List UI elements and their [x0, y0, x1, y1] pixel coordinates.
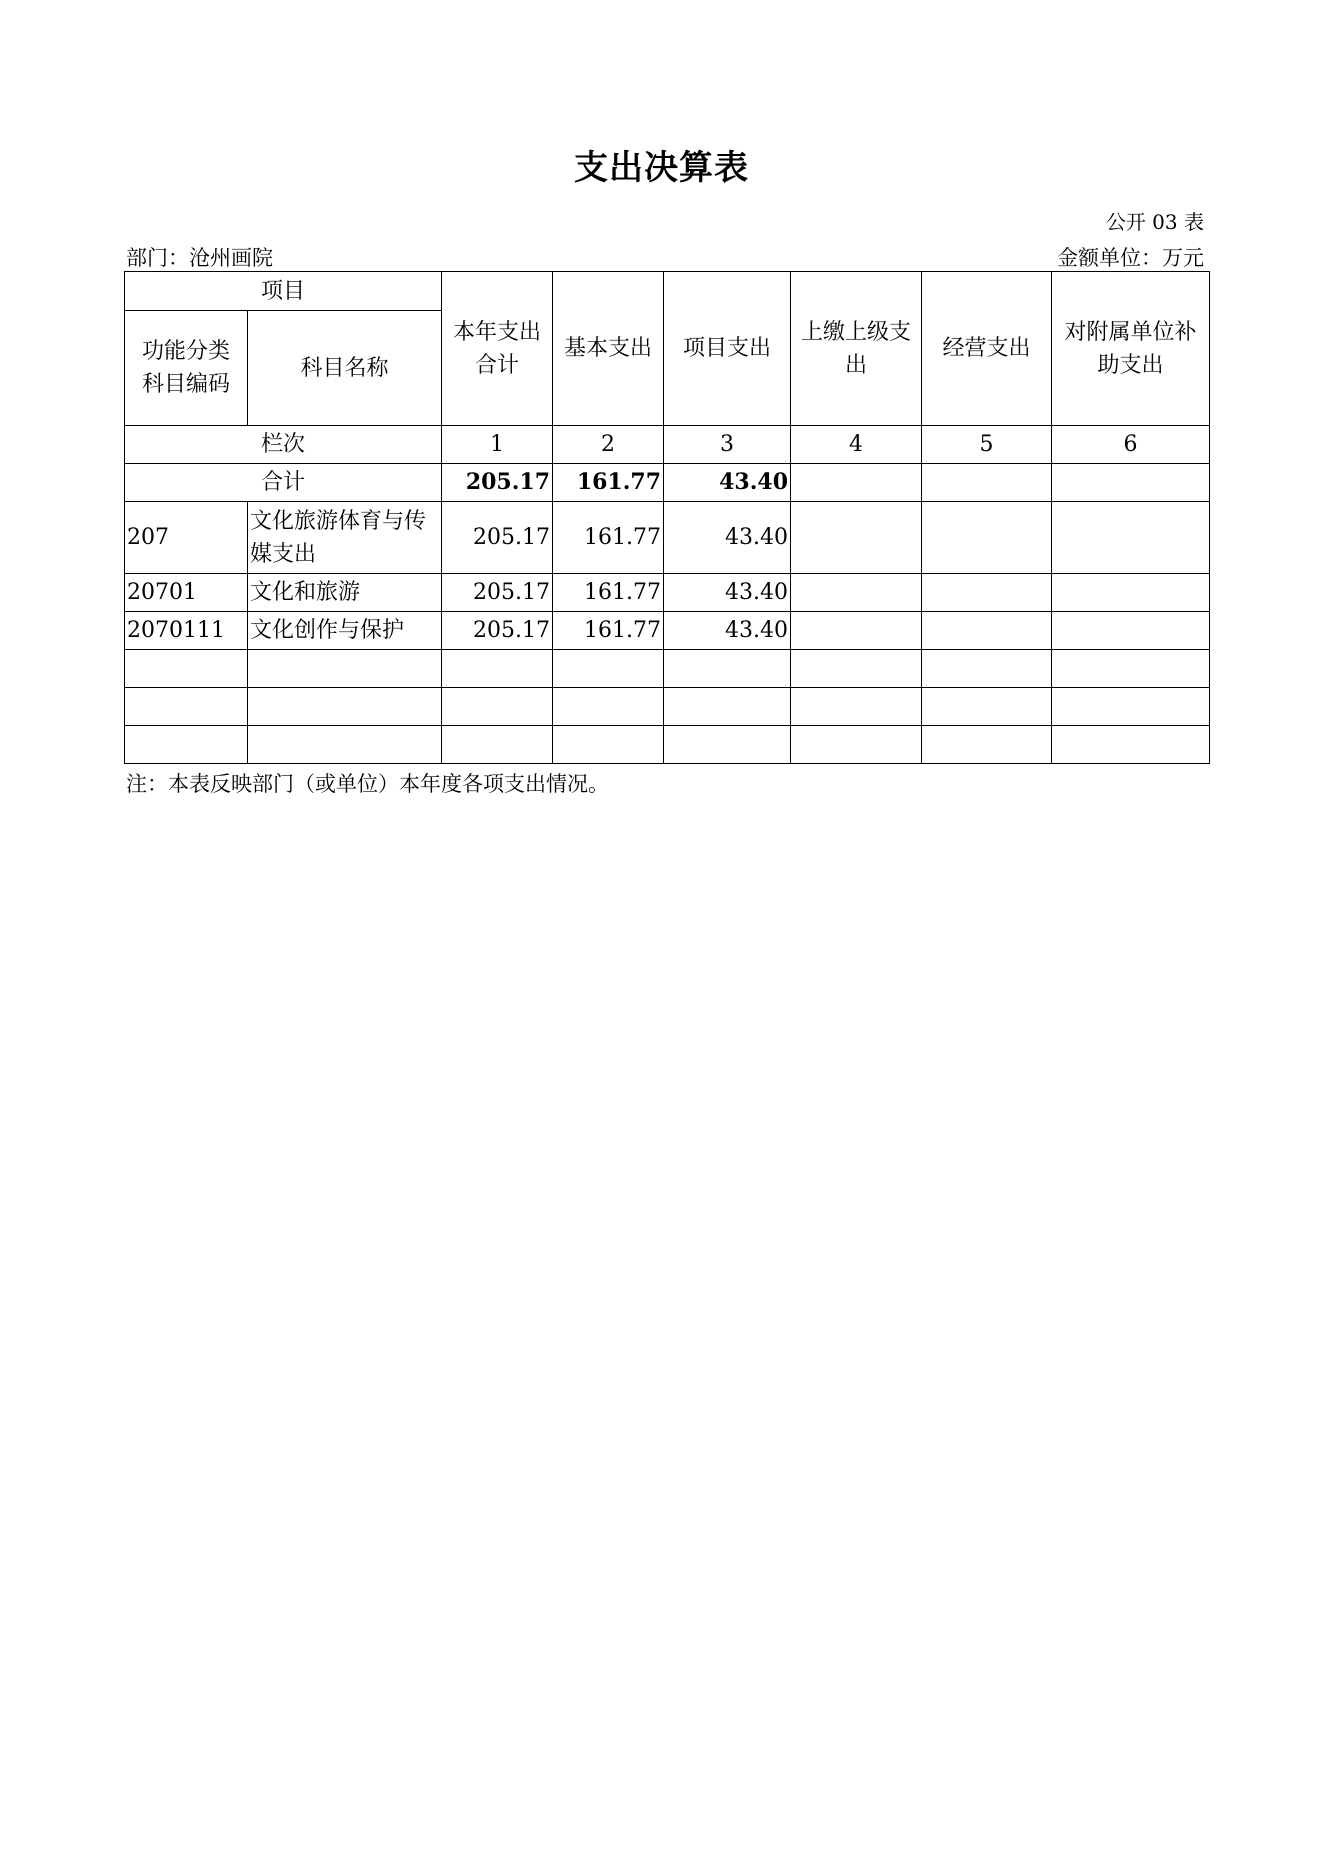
amount-cell: 161.77	[553, 574, 664, 612]
empty-cell	[922, 688, 1052, 726]
table-row	[125, 502, 1210, 574]
function-code-cell: 207	[125, 502, 248, 574]
total-cell	[922, 464, 1052, 502]
subject-name-cell: 文化和旅游	[248, 574, 442, 612]
empty-cell	[664, 726, 791, 764]
subject-name-cell: 文化创作与保护	[248, 612, 442, 650]
table-row	[125, 574, 1210, 612]
amount-cell	[791, 574, 922, 612]
amount-cell	[1052, 502, 1210, 574]
amount-cell	[922, 612, 1052, 650]
empty-cell	[125, 650, 248, 688]
empty-cell	[791, 726, 922, 764]
amount-cell	[1052, 574, 1210, 612]
function-code-cell: 20701	[125, 574, 248, 612]
empty-cell	[553, 688, 664, 726]
header-operation: 经营支出	[922, 272, 1052, 426]
amount-cell: 43.40	[664, 574, 791, 612]
empty-cell	[664, 688, 791, 726]
header-function-code: 功能分类科目编码	[125, 311, 248, 426]
header-upper-payment: 上缴上级支出	[791, 272, 922, 426]
amount-cell: 205.17	[442, 502, 553, 574]
amount-cell	[922, 574, 1052, 612]
empty-cell	[791, 688, 922, 726]
column-index: 4	[791, 426, 922, 464]
empty-cell	[664, 650, 791, 688]
expenditure-table	[124, 271, 1210, 764]
column-index-label: 栏次	[125, 426, 442, 464]
empty-cell	[125, 726, 248, 764]
header-project-expenditure: 项目支出	[664, 272, 791, 426]
amount-cell: 205.17	[442, 574, 553, 612]
header-project: 项目	[125, 272, 442, 311]
header-subsidy: 对附属单位补助支出	[1052, 272, 1210, 426]
empty-cell	[248, 650, 442, 688]
amount-cell: 161.77	[553, 612, 664, 650]
amount-cell	[791, 502, 922, 574]
empty-cell	[442, 688, 553, 726]
empty-cell	[248, 688, 442, 726]
page-title: 支出决算表	[574, 148, 749, 188]
total-row	[125, 464, 1210, 502]
column-index: 5	[922, 426, 1052, 464]
total-cell	[791, 464, 922, 502]
amount-cell	[791, 612, 922, 650]
amount-cell	[922, 502, 1052, 574]
empty-row	[125, 726, 1210, 764]
empty-cell	[922, 650, 1052, 688]
total-label: 合计	[125, 464, 442, 502]
empty-cell	[125, 688, 248, 726]
amount-unit-label: 金额单位：万元	[1057, 246, 1204, 270]
empty-cell	[791, 650, 922, 688]
amount-cell: 43.40	[664, 612, 791, 650]
empty-row	[125, 650, 1210, 688]
empty-cell	[922, 726, 1052, 764]
column-index: 3	[664, 426, 791, 464]
function-code-cell: 2070111	[125, 612, 248, 650]
table-note: 注：本表反映部门（或单位）本年度各项支出情况。	[126, 772, 609, 796]
empty-cell	[1052, 726, 1210, 764]
subject-name-cell: 文化旅游体育与传媒支出	[248, 502, 442, 574]
empty-row	[125, 688, 1210, 726]
column-index: 2	[553, 426, 664, 464]
total-cell	[1052, 464, 1210, 502]
amount-cell: 161.77	[553, 502, 664, 574]
empty-cell	[1052, 688, 1210, 726]
header-total: 本年支出合计	[442, 272, 553, 426]
total-cell: 161.77	[553, 464, 664, 502]
column-index: 1	[442, 426, 553, 464]
empty-cell	[1052, 650, 1210, 688]
total-cell: 205.17	[442, 464, 553, 502]
header-basic: 基本支出	[553, 272, 664, 426]
empty-cell	[442, 650, 553, 688]
amount-cell	[1052, 612, 1210, 650]
amount-cell: 205.17	[442, 612, 553, 650]
empty-cell	[442, 726, 553, 764]
header-subject-name: 科目名称	[248, 311, 442, 426]
empty-cell	[553, 650, 664, 688]
amount-cell: 43.40	[664, 502, 791, 574]
form-number: 公开 03 表	[1105, 210, 1204, 234]
table-row	[125, 612, 1210, 650]
total-cell: 43.40	[664, 464, 791, 502]
column-index: 6	[1052, 426, 1210, 464]
department-label: 部门：沧州画院	[126, 246, 273, 270]
empty-cell	[553, 726, 664, 764]
empty-cell	[248, 726, 442, 764]
